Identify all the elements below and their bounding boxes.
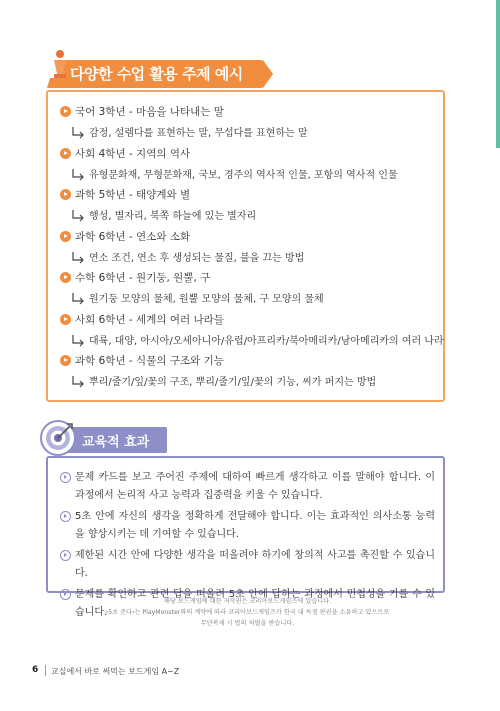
sub-arrow-icon <box>72 210 86 222</box>
target-icon <box>40 420 76 456</box>
effect-text: 문제를 확인하고 관련 답을 떠올려 5초 안에 답하는 과정에서 민첩성을 기를 수 있습니다. <box>75 589 435 618</box>
play-bullet-icon <box>60 550 71 561</box>
topic-item <box>60 229 440 271</box>
topic-heading: 국어 3학년 - 마음을 나타내는 말 <box>75 106 224 118</box>
play-bullet-icon <box>60 189 71 200</box>
effect-text: 제한된 시간 안에 다양한 생각을 떠올려야 하기에 창의적 사고를 촉진할 수 있습니다. <box>75 550 435 579</box>
sub-arrow-icon <box>72 127 86 139</box>
copyright-line: 해당 보드게임에 대한 저작권은 코리아보드게임즈에 있습니다. <box>163 598 332 605</box>
topic-item <box>60 312 444 354</box>
play-bullet-icon <box>60 106 71 117</box>
topic-heading: 과학 5학년 - 태양계와 별 <box>75 189 191 201</box>
sub-arrow-icon <box>72 376 86 388</box>
topic-heading: 수학 6학년 - 원기둥, 원뿔, 구 <box>75 272 211 284</box>
play-bullet-icon <box>60 272 71 283</box>
effects-title: 교육적 효과 <box>82 435 150 450</box>
page-number: 6 <box>32 665 39 675</box>
effect-item <box>60 508 435 543</box>
topics-title: 다양한 수업 활용 주제 예시 <box>70 65 243 83</box>
topic-detail: 감정, 설렘다를 표현하는 말, 무섭다를 표현하는 말 <box>89 128 308 139</box>
effect-text: 문제 카드를 보고 주어진 주제에 대하여 빠르게 생각하고 이를 말해야 합니다. 이 과정에서 논리적 사고 능력과 집중력을 키울 수 있습니다. <box>75 472 435 501</box>
topic-heading: 사회 6학년 - 세계의 여러 나라들 <box>75 313 224 326</box>
effect-item <box>60 547 435 582</box>
effect-item <box>60 469 435 504</box>
play-bullet-icon <box>60 355 71 366</box>
sub-arrow-icon <box>72 169 86 181</box>
topic-item <box>60 146 440 188</box>
book-title: 교실에서 바로 써먹는 보드게임 A~Z <box>51 667 180 676</box>
copyright-line: 무단복제 시 법의 처벌을 받습니다. <box>200 620 295 627</box>
footer-divider <box>45 665 46 676</box>
sub-arrow-icon <box>72 335 86 347</box>
topic-heading: 과학 6학년 - 연소와 소화 <box>75 230 191 243</box>
topic-heading: 과학 6학년 - 식물의 구조와 기능 <box>75 355 224 367</box>
topic-detail: 유형문화재, 무형문화재, 국보, 경주의 역사적 인물, 포항의 역사적 인물 <box>89 169 398 181</box>
topic-detail: 대륙, 대양, 아시아/오세아니아/유럽/아프리카/북아메리카/남아메리카의 여러 나라 <box>89 335 444 347</box>
copyright-notice <box>60 596 435 629</box>
sub-arrow-icon <box>72 293 86 305</box>
topic-list <box>60 104 444 395</box>
topic-detail: 연소 조건, 연소 후 생성되는 물질, 불을 끄는 방법 <box>89 252 305 264</box>
copyright-line: ‹5초 준다›는 PlayMonster와의 계약에 따라 코리아보드게임즈가 한국 내 독점 판권을 소유하고 있으므로 <box>105 609 390 616</box>
topic-detail: 원기둥 모양의 물체, 원뿔 모양의 물체, 구 모양의 물체 <box>89 294 324 305</box>
play-bullet-icon <box>60 511 71 522</box>
side-tab <box>496 0 500 148</box>
topic-item <box>60 270 440 312</box>
play-bullet-icon <box>60 231 71 242</box>
play-bullet-icon <box>60 472 71 483</box>
effect-text: 5초 안에 자신의 생각을 정확하게 전달해야 합니다. 이는 효과적인 의사소통 능력을 향상시키는 데 기여할 수 있습니다. <box>75 511 435 540</box>
topic-detail: 뿌리/줄기/잎/꽃의 구조, 뿌리/줄기/잎/꽃의 기능, 씨가 퍼지는 방법 <box>89 377 377 388</box>
topic-detail: 행성, 별자리, 북쪽 하늘에 있는 별자리 <box>89 211 257 222</box>
topic-item <box>60 353 440 395</box>
topic-item <box>60 104 440 146</box>
sub-arrow-icon <box>72 252 86 264</box>
topic-heading: 사회 4학년 - 지역의 역사 <box>75 147 191 160</box>
play-bullet-icon <box>60 314 71 325</box>
play-bullet-icon <box>60 148 71 159</box>
topic-item <box>60 187 440 229</box>
